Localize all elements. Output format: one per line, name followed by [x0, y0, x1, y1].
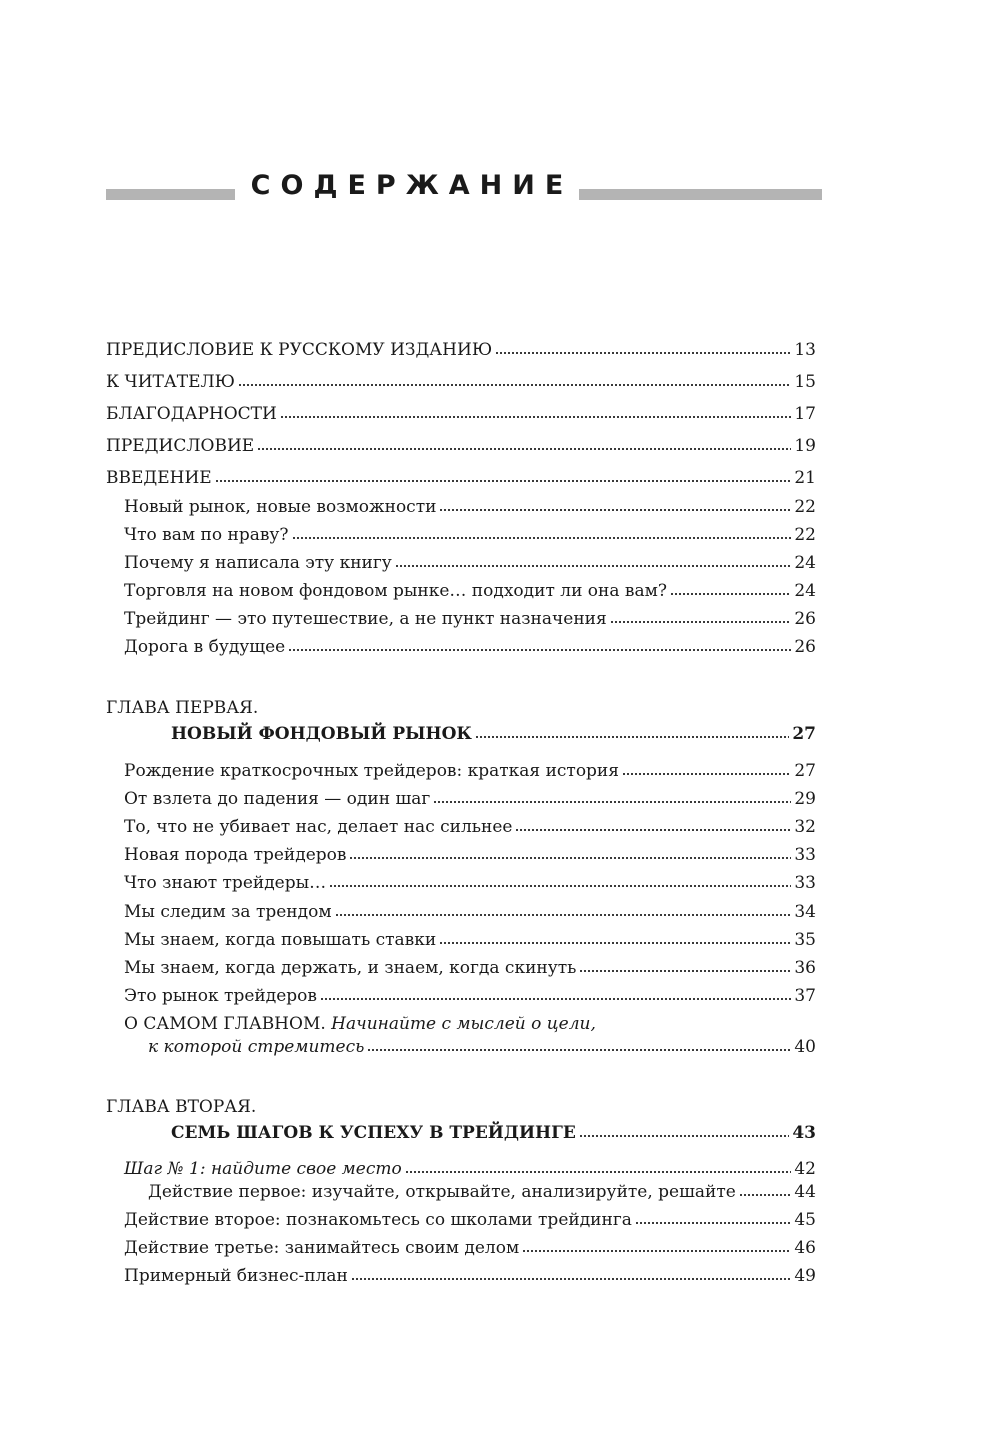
toc-subentry	[124, 983, 816, 1009]
chapter-2-label: ГЛАВА ВТОРАЯ.	[106, 1097, 257, 1117]
entry-label: Новый рынок, новые возможности	[124, 497, 437, 517]
dot-leader	[670, 592, 791, 596]
main-thing-caps: О САМОМ ГЛАВНОМ.	[124, 1014, 326, 1034]
toc-subentry	[124, 899, 816, 925]
entry-label: ПРЕДИСЛОВИЕ К РУССКОМУ ИЗДАНИЮ	[106, 340, 493, 360]
dot-leader	[515, 828, 791, 832]
toc-entry	[106, 433, 816, 459]
page-number: 27	[794, 761, 816, 781]
entry-label: ВВЕДЕНИЕ	[106, 468, 212, 488]
entry-label: Трейдинг — это путешествие, а не пункт назначения	[124, 609, 607, 629]
dot-leader	[579, 1134, 790, 1138]
page-number: 34	[794, 902, 816, 922]
toc-subentry	[124, 927, 816, 953]
page-number: 45	[794, 1210, 816, 1230]
toc-subentry	[124, 955, 816, 981]
dot-leader	[522, 1249, 791, 1253]
page-number: 32	[794, 817, 816, 837]
entry-label: Торговля на новом фондовом рынке… подходит ли она вам?	[124, 581, 667, 601]
dot-leader	[433, 800, 791, 804]
toc-subentry	[124, 814, 816, 840]
toc-subentry	[124, 494, 816, 520]
page-number: 15	[794, 372, 816, 392]
dot-leader	[405, 1170, 792, 1174]
dot-leader	[335, 913, 792, 917]
dot-leader	[367, 1048, 791, 1052]
entry-label: То, что не убивает нас, делает нас сильнее	[124, 817, 513, 837]
toc-entry	[106, 369, 816, 395]
toc-subentry	[124, 1263, 816, 1289]
toc-subentry	[124, 550, 816, 576]
toc-subentry	[124, 522, 816, 548]
entry-label: Мы знаем, когда повышать ставки	[124, 930, 437, 950]
page-number: 42	[794, 1159, 816, 1179]
entry-label: Рождение краткосрочных трейдеров: краткая история	[124, 761, 619, 781]
page-title	[106, 166, 708, 206]
page-number: 24	[794, 581, 816, 601]
toc-entry	[106, 337, 816, 363]
toc-subentry	[124, 758, 816, 784]
toc-subentry	[124, 842, 816, 868]
page-number: 22	[794, 497, 816, 517]
page-number: 49	[794, 1266, 816, 1286]
page-title-text: СОДЕРЖАНИЕ	[235, 170, 580, 201]
entry-label: к которой стремитесь	[148, 1037, 365, 1057]
entry-label: Шаг № 1: найдите свое место	[124, 1159, 402, 1179]
dot-leader	[329, 884, 791, 888]
page-number: 27	[792, 724, 816, 744]
dot-leader	[739, 1193, 792, 1197]
toc-subentry	[124, 634, 816, 660]
entry-label: Что знают трейдеры…	[124, 873, 327, 893]
toc-subentry	[124, 786, 816, 812]
dot-leader	[622, 772, 791, 776]
main-thing-italic-1: Начинайте с мыслей о цели,	[331, 1014, 596, 1034]
chapter-title: СЕМЬ ШАГОВ К УСПЕХУ В ТРЕЙДИНГЕ	[171, 1123, 576, 1143]
entry-label: Действие третье: занимайтесь своим делом	[124, 1238, 520, 1258]
entry-label: Действие второе: познакомьтесь со школами трейдинга	[124, 1210, 632, 1230]
chapter-2-title-entry	[171, 1120, 816, 1146]
entry-label: Почему я написала эту книгу	[124, 553, 392, 573]
entry-label: Действие первое: изучайте, открывайте, анализируйте, решайте	[148, 1182, 736, 1202]
dot-leader	[475, 735, 789, 739]
dot-leader	[288, 648, 791, 652]
dot-leader	[238, 383, 791, 387]
dot-leader	[635, 1221, 791, 1225]
entry-label: Мы следим за трендом	[124, 902, 332, 922]
page-number: 35	[794, 930, 816, 950]
dot-leader	[610, 620, 792, 624]
entry-label: ПРЕДИСЛОВИЕ	[106, 436, 255, 456]
entry-label: От взлета до падения — один шаг	[124, 789, 431, 809]
page-number: 26	[794, 609, 816, 629]
toc-subentry	[148, 1179, 816, 1205]
entry-label: БЛАГОДАРНОСТИ	[106, 404, 277, 424]
entry-label: Новая порода трейдеров	[124, 845, 347, 865]
page-number: 17	[794, 404, 816, 424]
page-number: 44	[794, 1182, 816, 1202]
entry-label: Это рынок трейдеров	[124, 986, 317, 1006]
dot-leader	[439, 508, 791, 512]
page-number: 22	[794, 525, 816, 545]
dot-leader	[351, 1277, 791, 1281]
dot-leader	[439, 941, 791, 945]
dot-leader	[395, 564, 792, 568]
entry-label: Мы знаем, когда держать, и знаем, когда скинуть	[124, 958, 577, 978]
chapter-1-label: ГЛАВА ПЕРВАЯ.	[106, 698, 259, 718]
page-number: 33	[794, 873, 816, 893]
page-number: 46	[794, 1238, 816, 1258]
page-number: 19	[794, 436, 816, 456]
page-number: 13	[794, 340, 816, 360]
chapter-title: НОВЫЙ ФОНДОВЫЙ РЫНОК	[171, 724, 472, 744]
page-number: 29	[794, 789, 816, 809]
toc-subentry	[148, 1034, 816, 1060]
page-number: 21	[794, 468, 816, 488]
toc-subentry	[124, 1207, 816, 1233]
entry-label: Что вам по нраву?	[124, 525, 289, 545]
dot-leader	[349, 856, 791, 860]
dot-leader	[320, 997, 791, 1001]
dot-leader	[280, 415, 792, 419]
toc-subentry	[124, 870, 816, 896]
entry-label: Дорога в будущее	[124, 637, 286, 657]
dot-leader	[292, 536, 792, 540]
toc-entry	[106, 465, 816, 491]
dot-leader	[215, 479, 792, 483]
entry-label: К ЧИТАТЕЛЮ	[106, 372, 235, 392]
page-number: 26	[794, 637, 816, 657]
toc-entry	[106, 401, 816, 427]
page-number: 37	[794, 986, 816, 1006]
dot-leader	[257, 447, 791, 451]
page-number: 43	[792, 1123, 816, 1143]
toc-subentry	[124, 1235, 816, 1261]
dot-leader	[495, 351, 791, 355]
toc-subentry	[124, 578, 816, 604]
toc-subentry	[124, 606, 816, 632]
page-number: 36	[794, 958, 816, 978]
page-number: 40	[794, 1037, 816, 1057]
dot-leader	[579, 969, 791, 973]
chapter-1-title-entry	[171, 721, 816, 747]
entry-label: Примерный бизнес-план	[124, 1266, 348, 1286]
page-number: 33	[794, 845, 816, 865]
page-number: 24	[794, 553, 816, 573]
